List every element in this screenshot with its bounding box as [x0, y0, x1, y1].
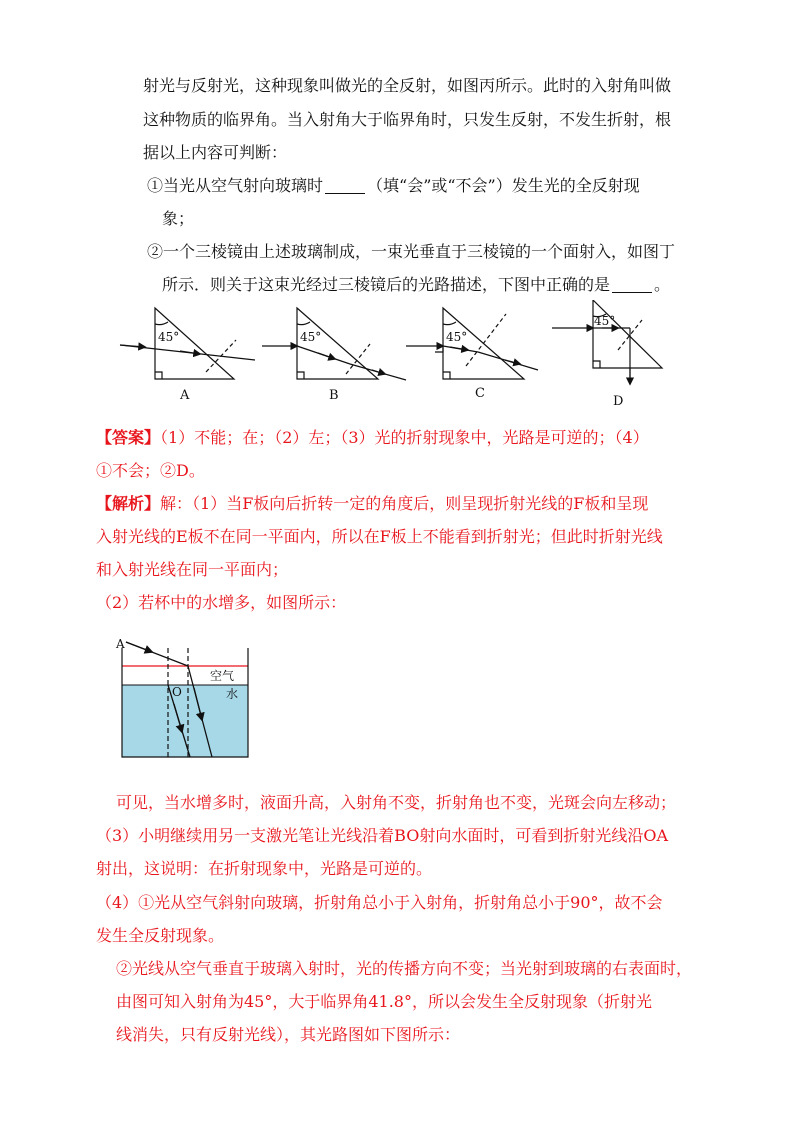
analysis-line-10: ②光线从空气垂直于玻璃入射时，光的传播方向不变；当光射到玻璃的右表面时，: [116, 959, 693, 978]
answer-line-2: ①不会；②D。: [96, 461, 205, 480]
answer-line-1: [96, 428, 649, 448]
analysis-line-3: 和入射光线在同一平面内；: [96, 560, 289, 579]
label-a: A: [116, 637, 125, 651]
question-line-3: 据以上内容可判断：: [143, 143, 288, 162]
item1-prefix: ①当光从空气射向玻璃时: [147, 176, 324, 195]
prism-options-figure: [110, 300, 670, 412]
prism-option-c-label: C: [475, 386, 485, 401]
analysis-line-8: （4）①光从空气斜射向玻璃，折射角总小于入射角，折射角总小于90°，故不会: [96, 893, 663, 912]
water-cup-figure: [112, 628, 262, 764]
prism-option-a: [120, 308, 255, 379]
label-air: 空气: [210, 669, 235, 683]
item1-suffix: （填“会”或“不会”）发生光的全反射现: [367, 176, 640, 195]
answer-text-1: （1）不能；在；（2）左；（3）光的折射现象中，光路是可逆的；（4）: [160, 428, 649, 447]
analysis-line-7: 射出，这说明：在折射现象中，光路是可逆的。: [96, 859, 433, 878]
label-water: 水: [226, 687, 239, 701]
prism-option-c: [406, 308, 538, 379]
analysis-line-4: （2）若杯中的水增多，如图所示：: [96, 593, 347, 612]
analysis-line-11: 由图可知入射角为45°，大于临界角41.8°，所以会发生全反射现象（折射光: [116, 992, 652, 1011]
question-item-2-line-1: ②一个三棱镜由上述玻璃制成，一束光垂直于三棱镜的一个面射入，如图丁: [147, 242, 676, 261]
analysis-line-2: 入射光线的E板不在同一平面内，所以在F板上不能看到折射光；但此时折射光线: [96, 527, 663, 546]
prism-option-a-label: A: [180, 388, 190, 403]
question-item-1: [147, 176, 640, 196]
prism-option-b-angle: 45°: [300, 330, 322, 344]
answer-tag: 【答案】: [96, 428, 161, 447]
prism-option-b-label: B: [329, 388, 339, 403]
item2-prefix: 所示．则关于这束光经过三棱镜后的光路描述，下图中正确的是: [162, 275, 611, 294]
prism-option-d-label: D: [613, 394, 624, 409]
prism-option-a-angle: 45°: [158, 330, 180, 344]
question-item-2-line-2: [162, 275, 670, 295]
analysis-line-6: （3）小明继续用另一支激光笔让光线沿着BO射向水面时，可看到折射光线沿OA: [96, 826, 669, 845]
label-o: O: [172, 685, 182, 699]
item2-suffix: 。: [654, 275, 671, 294]
prism-option-d-angle: 45°: [594, 314, 616, 328]
prism-option-d: [552, 300, 662, 384]
analysis-line-9: 发生全反射现象。: [96, 926, 225, 945]
answer-blank-1[interactable]: [325, 179, 365, 194]
prism-option-b: [262, 308, 406, 380]
question-line-1: 射光与反射光，这种现象叫做光的全反射，如图丙所示。此时的入射角叫做: [143, 76, 672, 95]
analysis-tag: 【解析】: [96, 494, 161, 513]
analysis-text-1: 解：（1）当F板向后折转一定的角度后，则呈现折射光线的F板和呈现: [160, 494, 649, 513]
question-item-1-cont: 象；: [162, 209, 195, 228]
answer-blank-2[interactable]: [612, 278, 652, 293]
analysis-line-1: [96, 494, 648, 514]
prism-option-c-angle: 45°: [446, 330, 468, 344]
analysis-line-5: 可见，当水增多时，液面升高，入射角不变，折射角也不变，光斑会向左移动；: [116, 793, 677, 812]
question-line-2: 这种物质的临界角。当入射角大于临界角时，只发生反射，不发生折射，根: [143, 110, 672, 129]
analysis-line-12: 线消失，只有反射光线），其光路图如下图所示：: [116, 1025, 461, 1044]
